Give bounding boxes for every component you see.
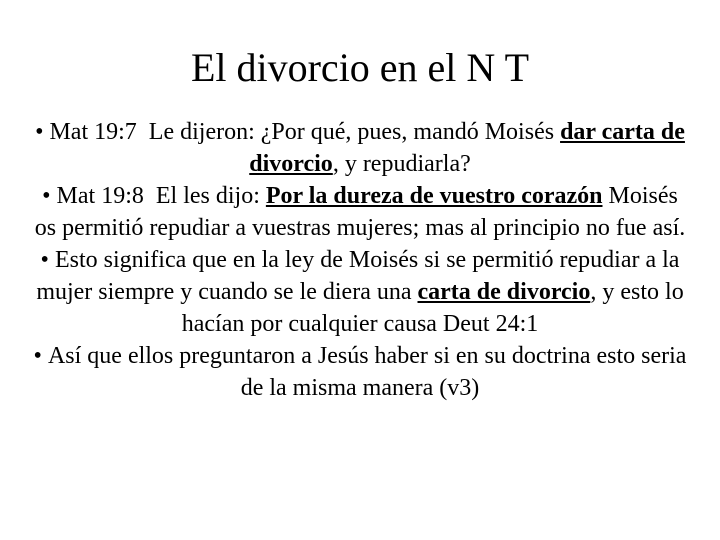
bullet-icon: •: [40, 247, 49, 273]
paragraph-text: Moisés os permitió repudiar a vuestras mujeres; mas al principio no fue así.: [34, 183, 686, 241]
slide-body: [30, 116, 690, 404]
paragraph-text: , y repudiarla?: [332, 151, 471, 177]
emphasized-phrase: carta de divorcio: [417, 279, 591, 305]
bullet-paragraph-2: [30, 180, 690, 244]
bullet-icon: •: [33, 343, 42, 369]
verse-reference: Mat 19:7: [49, 119, 137, 145]
bullet-paragraph-1: [30, 116, 690, 180]
paragraph-text: El les dijo:: [155, 183, 260, 209]
underlined-phrase: dar carta de divorcio: [249, 119, 685, 177]
bullet-paragraph-3: [30, 244, 690, 340]
paragraph-text: Así que ellos preguntaron a Jesús haber si en su doctrina esto seria de la misma manera (v3): [47, 343, 687, 401]
slide-title: El divorcio en el N T: [190, 45, 530, 90]
bullet-paragraph-4: [30, 340, 690, 404]
emphasized-phrase: Por la dureza de vuestro corazón: [265, 183, 603, 209]
bullet-icon: •: [42, 183, 51, 209]
paragraph-text: Le dijeron: ¿Por qué, pues, mandó Moisés: [148, 119, 555, 145]
bullet-icon: •: [35, 119, 44, 145]
paragraph-text: , y esto lo hacían por cualquier causa Deut 24:1: [181, 279, 684, 337]
verse-reference: Mat 19:8: [56, 183, 144, 209]
paragraph-text: Esto significa que en la ley de Moisés si se permitió repudiar a la mujer siempre y cuando se le diera una: [36, 247, 680, 305]
